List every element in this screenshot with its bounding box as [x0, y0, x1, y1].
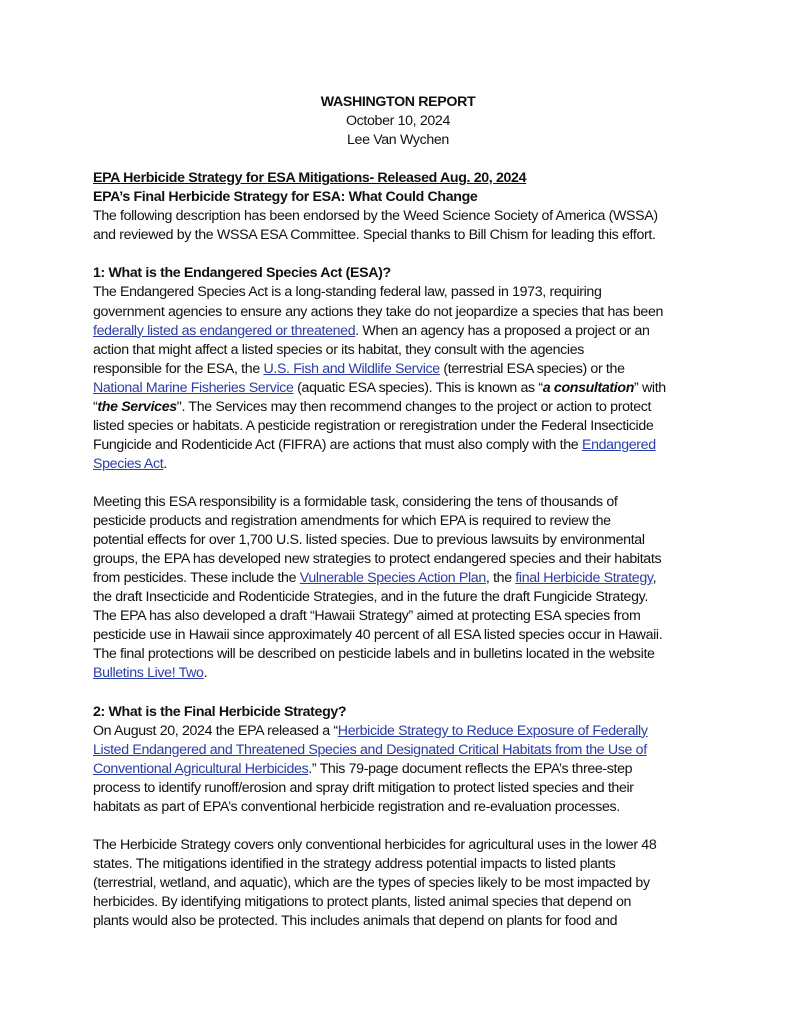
link-final-herbicide-strategy[interactable]: final Herbicide Strategy	[515, 570, 653, 587]
text-line	[93, 322, 703, 341]
text-line: listed species or habitats. A pesticide registration or reregistration under the Federal Insecticide	[93, 417, 654, 434]
section2-heading: 2: What is the Final Herbicide Strategy?	[93, 703, 347, 720]
spacer	[93, 817, 703, 836]
text-line: government agencies to ensure any actions they take do not jeopardize a species that has been	[93, 303, 664, 320]
text-line	[93, 664, 703, 683]
text-line: The Herbicide Strategy covers only conventional herbicides for agricultural uses in the lower 48	[93, 836, 657, 853]
text-line: groups, the EPA has developed new strategies to protect endangered species and their habitats	[93, 551, 662, 568]
link-bulletins-live-two[interactable]: Bulletins Live! Two	[93, 665, 204, 682]
text: responsible for the ESA, the	[93, 360, 264, 377]
text: Fungicide and Rodenticide Act (FIFRA) are actions that must also comply with the	[93, 436, 582, 453]
text-line: habitats as part of EPA’s conventional herbicide registration and re-evaluation processes.	[93, 798, 620, 815]
text: On August 20, 2024 the EPA released a “	[93, 722, 338, 739]
text: .	[163, 455, 167, 472]
section2-paragraph2	[93, 836, 703, 931]
text-line	[93, 379, 703, 398]
link-herbicide-strategy-document-cont[interactable]: Listed Endangered and Threatened Species and Designated Critical Habitats from the Use of	[93, 741, 647, 758]
link-vulnerable-species-action-plan[interactable]: Vulnerable Species Action Plan	[299, 570, 486, 587]
link-endangered-species-act-cont[interactable]: Species Act	[93, 455, 164, 472]
text: from pesticides. These include the	[93, 570, 300, 587]
report-date: October 10, 2024	[345, 113, 451, 130]
text: (aquatic ESA species). This is known as “	[293, 379, 543, 396]
text-line: Meeting this ESA responsibility is a formidable task, considering the tens of thousands of	[93, 493, 618, 510]
spacer	[93, 474, 703, 493]
text: “	[93, 398, 98, 415]
text: .” This 79-page document reflects the EPA’s three-step	[308, 760, 633, 777]
emphasis-text: the Services	[97, 398, 177, 415]
article-subheadline: EPA’s Final Herbicide Strategy for ESA: What Could Change	[93, 189, 478, 206]
text: , the	[485, 570, 516, 587]
text-line	[93, 436, 703, 455]
link-federally-listed[interactable]: federally listed as endangered or threatened	[93, 322, 356, 339]
spacer	[93, 683, 703, 702]
link-herbicide-strategy-document-end[interactable]: Conventional Agricultural Herbicides	[93, 760, 309, 777]
text-line: states. The mitigations identified in the strategy address potential impacts to listed plants	[93, 855, 616, 872]
intro-line: and reviewed by the WSSA ESA Committee. Special thanks to Bill Chism for leading this effort.	[93, 227, 656, 244]
link-endangered-species-act[interactable]: Endangered	[581, 436, 656, 453]
text-line: plants would also be protected. This includes animals that depend on plants for food and	[93, 913, 618, 930]
spacer	[93, 245, 703, 264]
text-line: the draft Insecticide and Rodenticide Strategies, and in the future the draft Fungicide Strategy.	[93, 589, 648, 606]
emphasis-text: a consultation	[542, 379, 635, 396]
document-body	[93, 93, 703, 931]
link-fish-wildlife-service[interactable]: U.S. Fish and Wildlife Service	[263, 360, 440, 377]
text-line: (terrestrial, wetland, and aquatic), which are the types of species likely to be most impacted by	[93, 874, 650, 891]
text-line: The EPA has also developed a draft “Hawaii Strategy” aimed at protecting ESA species from	[93, 608, 641, 625]
link-marine-fisheries-service[interactable]: National Marine Fisheries Service	[93, 379, 294, 396]
text-line	[93, 741, 703, 760]
spacer	[93, 150, 703, 169]
text-line: potential effects for over 1,700 U.S. listed species. Due to previous lawsuits by environmental	[93, 532, 645, 549]
text-line	[93, 360, 703, 379]
text-line: pesticide products and registration amendments for which EPA is required to review the	[93, 513, 611, 530]
text-line: pesticide use in Hawaii since approximately 40 percent of all ESA listed species occur in Hawaii.	[93, 627, 663, 644]
text: ,	[652, 570, 657, 587]
text-line: The Endangered Species Act is a long-standing federal law, passed in 1973, requiring	[93, 284, 602, 301]
text-line	[93, 722, 703, 741]
text: . When an agency has a proposed a project or an	[355, 322, 650, 339]
article-headline: EPA Herbicide Strategy for ESA Mitigations- Released Aug. 20, 2024	[93, 170, 527, 187]
text-line	[93, 398, 703, 417]
text: ". The Services may then recommend changes to the project or action to protect	[176, 398, 652, 415]
section2-paragraph1	[93, 722, 703, 817]
text-line: process to identify runoff/erosion and spray drift mitigation to protect listed species and their	[93, 779, 634, 796]
section1-heading: 1: What is the Endangered Species Act (ESA)?	[93, 265, 391, 282]
intro-line: The following description has been endorsed by the Weed Science Society of America (WSSA)	[93, 208, 658, 225]
intro-paragraph	[93, 207, 703, 245]
text: .	[203, 665, 208, 682]
report-title: WASHINGTON REPORT	[320, 94, 476, 110]
report-author: Lee Van Wychen	[347, 132, 449, 149]
text-line	[93, 569, 703, 588]
text-line	[93, 455, 703, 474]
text-line: herbicides. By identifying mitigations to protect plants, listed animal species that depend on	[93, 893, 632, 910]
link-herbicide-strategy-document[interactable]: Herbicide Strategy to Reduce Exposure of Federally	[337, 722, 648, 739]
section1-paragraph1	[93, 283, 703, 473]
text: ” with	[634, 379, 666, 396]
text-line: action that might affect a listed species or its habitat, they consult with the agencies	[93, 341, 585, 358]
text: (terrestrial ESA species) or the	[439, 360, 625, 377]
text-line: The final protections will be described on pesticide labels and in bulletins located in the website	[93, 646, 655, 663]
section1-paragraph2	[93, 493, 703, 683]
text-line	[93, 760, 703, 779]
